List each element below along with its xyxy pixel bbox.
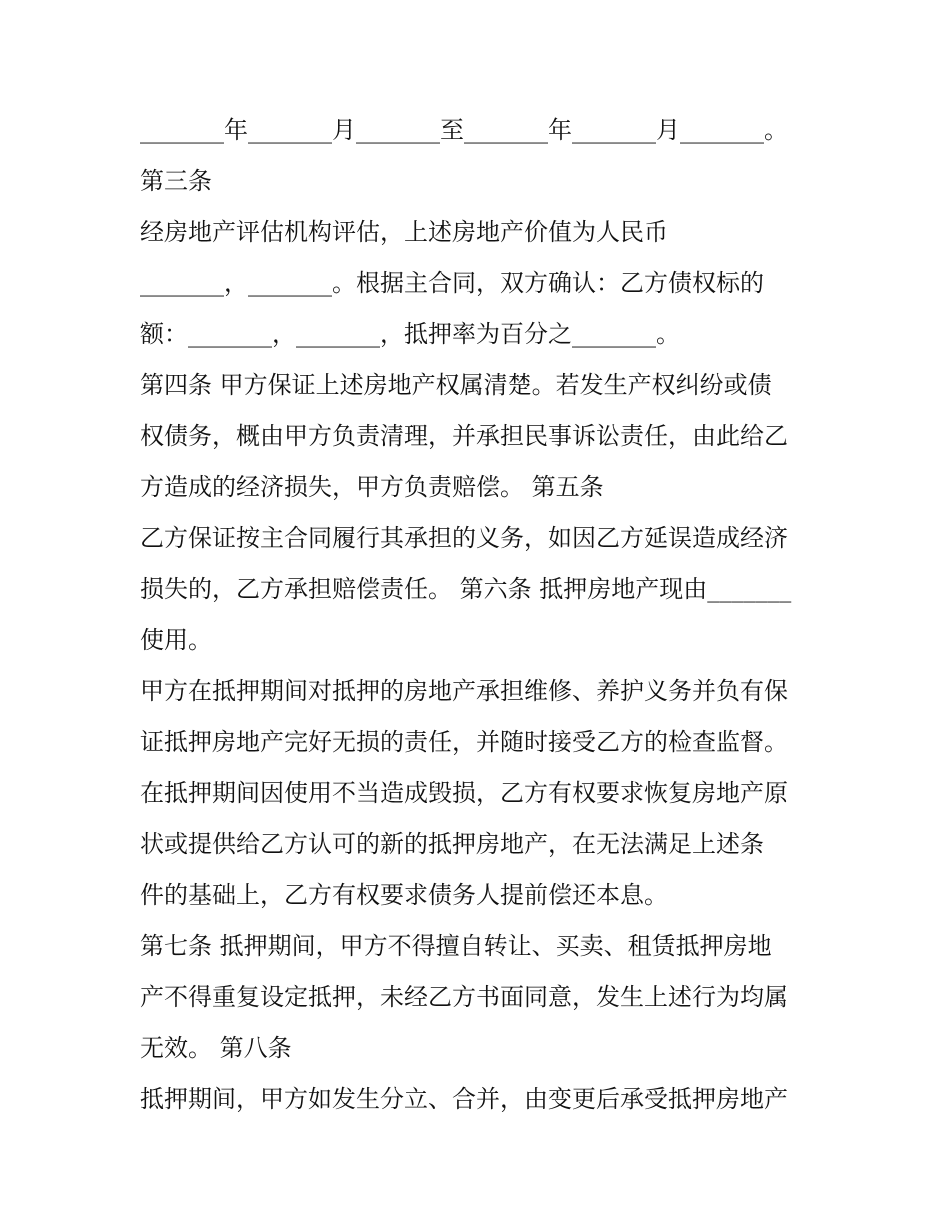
text-line: 第七条 抵押期间，甲方不得擅自转让、买卖、租赁抵押房地 bbox=[140, 932, 772, 960]
text-line: _______年_______月_______至_______年_______月_______。 bbox=[140, 116, 788, 144]
text-line: 件的基础上，乙方有权要求债务人提前偿还本息。 bbox=[140, 881, 668, 909]
text-line: 抵押期间，甲方如发生分立、合并，由变更后承受抵押房地产 bbox=[140, 1085, 788, 1113]
text-line: 额：_______，_______，抵押率为百分之_______。 bbox=[140, 320, 680, 348]
text-line: 甲方在抵押期间对抵押的房地产承担维修、养护义务并负有保 bbox=[140, 677, 788, 705]
text-line: 第四条 甲方保证上述房地产权属清楚。若发生产权纠纷或债 bbox=[140, 371, 772, 399]
text-line: 第三条 bbox=[140, 167, 212, 195]
text-line: 产不得重复设定抵押，未经乙方书面同意，发生上述行为均属 bbox=[140, 983, 788, 1011]
text-line: 无效。 第八条 bbox=[140, 1034, 292, 1062]
text-line: 损失的，乙方承担赔偿责任。 第六条 抵押房地产现由_______ bbox=[140, 575, 792, 603]
text-line: 证抵押房地产完好无损的责任，并随时接受乙方的检查监督。 bbox=[140, 728, 788, 756]
text-line: 方造成的经济损失，甲方负责赔偿。 第五条 bbox=[140, 473, 604, 501]
text-line: _______，_______。根据主合同，双方确认：乙方债权标的 bbox=[140, 269, 764, 297]
text-line: 状或提供给乙方认可的新的抵押房地产，在无法满足上述条 bbox=[140, 830, 764, 858]
text-line: 使用。 bbox=[140, 626, 212, 654]
text-line: 权债务，概由甲方负责清理，并承担民事诉讼责任，由此给乙 bbox=[140, 422, 788, 450]
text-line: 乙方保证按主合同履行其承担的义务，如因乙方延误造成经济 bbox=[140, 524, 788, 552]
contract-text bbox=[140, 105, 820, 1125]
text-line: 经房地产评估机构评估，上述房地产价值为人民币 bbox=[140, 218, 668, 246]
text-line: 在抵押期间因使用不当造成毁损，乙方有权要求恢复房地产原 bbox=[140, 779, 788, 807]
